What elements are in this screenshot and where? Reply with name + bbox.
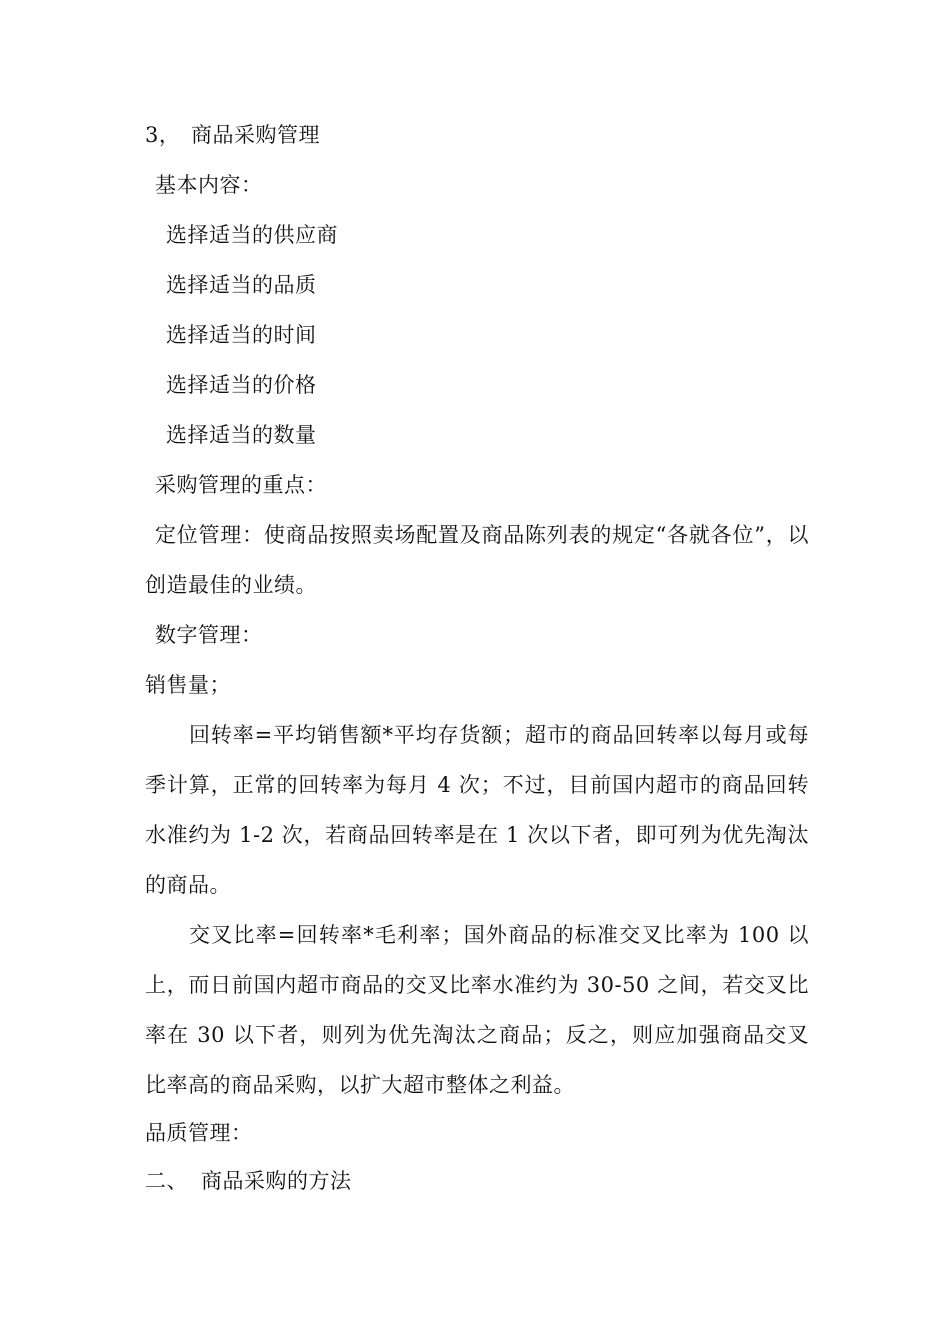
- key-points-label: 采购管理的重点：: [155, 473, 327, 497]
- cross-ratio-paragraph: 交叉比率=回转率*毛利率；国外商品的标准交叉比率为 100 以上，而日前国内超市商品的交叉比率水准约为 30-50 之间，若交叉比率在 30 以下者，则列为优先淘汰之商品；反之，则应加强商品交叉比率高的商品采购，以扩大超市整体之利益。: [145, 923, 809, 1097]
- turnover-paragraph: 回转率=平均销售额*平均存货额；超市的商品回转率以每月或每季计算，正常的回转率为每月 4 次；不过，目前国内超市的商品回转水准约为 1-2 次，若商品回转率是在 1 次以下者，即可列为优先淘汰的商品。: [145, 723, 809, 897]
- basic-item-price: 选择适当的价格: [166, 373, 317, 397]
- section-number: 3，: [145, 123, 181, 147]
- basic-item-time: 选择适当的时间: [166, 323, 317, 347]
- basic-item-quality: 选择适当的品质: [166, 273, 317, 297]
- basic-item-supplier: 选择适当的供应商: [166, 223, 338, 247]
- positioning-paragraph: 定位管理：使商品按照卖场配置及商品陈列表的规定“各就各位”，以创造最佳的业绩。: [145, 523, 809, 597]
- quality-management-label: 品质管理：: [145, 1121, 253, 1145]
- section-heading-2: [145, 1166, 352, 1196]
- section-title: 商品采购管理: [191, 123, 320, 147]
- sales-volume-label: 销售量；: [145, 673, 231, 697]
- section-title: 商品采购的方法: [201, 1169, 352, 1193]
- digital-management-label: 数字管理：: [155, 623, 263, 647]
- section-heading-3: [145, 120, 320, 150]
- basic-item-quantity: 选择适当的数量: [166, 423, 317, 447]
- section-number: 二、: [145, 1169, 188, 1193]
- basic-content-label: 基本内容：: [155, 173, 263, 197]
